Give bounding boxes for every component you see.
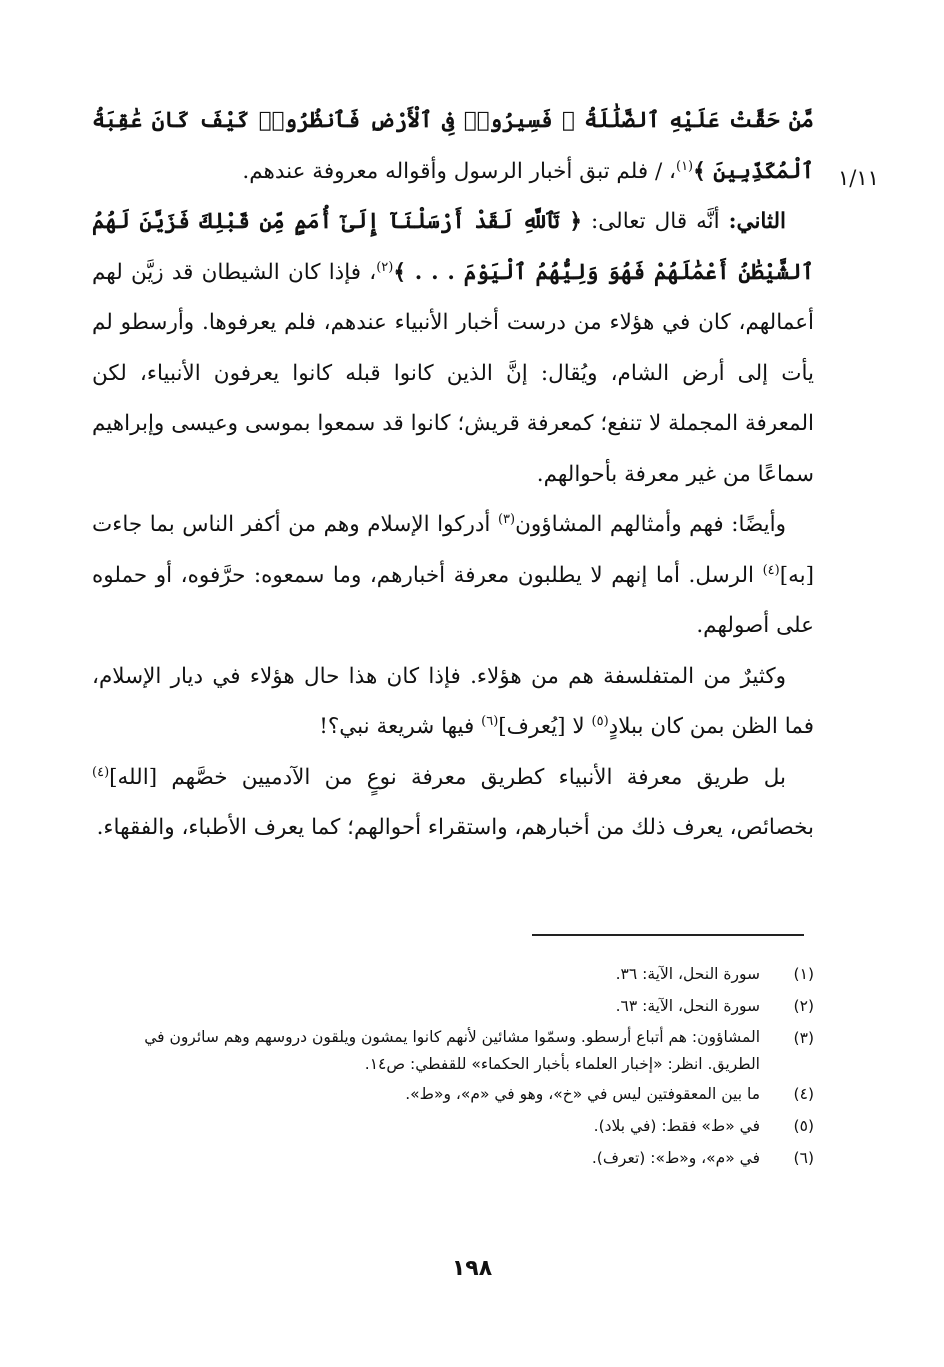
text-run: وأيضًا: فهم وأمثالهم المشاؤون xyxy=(515,512,786,537)
footnote xyxy=(92,1142,814,1174)
footnote-marker: (٥) xyxy=(591,713,609,729)
footnote xyxy=(92,990,814,1022)
paragraph-lead: الثاني: xyxy=(728,209,786,234)
footnote-marker: (٦) xyxy=(481,713,499,729)
footnote-marker: (٤) xyxy=(92,764,110,780)
footnote-number: (٥) xyxy=(793,1117,814,1135)
paragraph xyxy=(92,500,814,652)
main-text xyxy=(92,96,814,854)
footnote-separator xyxy=(532,934,804,936)
text-run: الرسل. أما إنهم لا يطلبون معرفة أخبارهم، وما سمعوه: حرَّفوه، أو حملوه على أصولهم. xyxy=(92,562,814,638)
text-run: فيها شريعة نبي؟! xyxy=(319,714,482,739)
text-run: ، / فلم تبق أخبار الرسول وأقواله معروفة عندهم. xyxy=(242,158,676,184)
margin-reference: ١/١١ xyxy=(838,166,879,190)
footnotes xyxy=(92,958,814,1174)
footnote-text: المشاؤون: هم أتباع أرسطو. وسمّوا مشائين لأنهم كانوا يمشون ويلقون دروسهم وهم سائرون في الطريق. انظر: «إخبار العلماء بأخبار الحكماء» للقفطي: ص١٤. xyxy=(144,1028,760,1073)
paragraph xyxy=(92,652,814,753)
footnote-text: في «ط» فقط: (في بلاد). xyxy=(593,1117,760,1135)
page-number: ١٩٨ xyxy=(451,1256,493,1281)
text-run: ، فإذا كان الشيطان قد زيَّن لهم أعمالهم، كان في هؤلاء من درست أخبار الأنبياء عندهم، فلم يعرفوها. وأرسطو لم يأت إلى أرض الشام، ويُقال: إنَّ الذين كانوا قبله كانوا يعرفون الأنبياء، لكن المعرفة المجملة لا تنفع؛ كمعرفة قريش؛ كانوا قد سمعوا بموسى وعيسى وإبراهيم سماعًا من غير معرفة بأحوالهم. xyxy=(92,259,814,487)
footnote xyxy=(92,958,814,990)
footnote-marker: (١) xyxy=(675,158,694,174)
paragraph xyxy=(92,96,814,197)
paragraph xyxy=(92,753,814,854)
footnote xyxy=(92,1078,814,1110)
quran-verse: مَّنْ حَقَّتْ عَلَيْهِ ٱلضَّلَٰلَةُ ۚ فَسِيرُوا۟ فِى ٱلْأَرْضِ فَٱنظُرُوا۟ كَيْفَ كَانَ عَٰقِبَةُ ٱلْمُكَذِّبِينَ ﴾ xyxy=(92,108,814,184)
footnote-number: (٤) xyxy=(793,1085,814,1103)
footnote xyxy=(92,1022,814,1078)
footnote-number: (٣) xyxy=(793,1029,814,1047)
text-run: بل طريق معرفة الأنبياء كطريق معرفة نوعٍ من الآدميين خصَّهم [الله] xyxy=(109,764,786,790)
footnote-text: في «م»، و«ط»: (تعرف). xyxy=(591,1149,760,1167)
text-run: لا [يُعرف] xyxy=(498,714,592,739)
footnote-marker: (٤) xyxy=(762,562,780,578)
footnote-text: ما بين المعقوفتين ليس في «خ»، وهو في «م»، و«ط». xyxy=(405,1085,760,1103)
footnote-number: (٦) xyxy=(793,1149,814,1167)
text-run: أنَّه قال تعالى: xyxy=(582,209,729,234)
footnote-text: سورة النحل، الآية: ٦٣. xyxy=(615,997,760,1015)
footnote-marker: (٣) xyxy=(497,511,516,527)
footnote-marker: (٢) xyxy=(376,259,394,275)
paragraph xyxy=(92,197,814,500)
footnote xyxy=(92,1110,814,1142)
footnote-number: (١) xyxy=(793,965,814,983)
footnote-number: (٢) xyxy=(793,997,814,1015)
text-run: وكثيرٌ من المتفلسفة هم من هؤلاء. فإذا كان هذا حال هؤلاء في ديار الإسلام، فما الظن بمن كان ببلادٍ xyxy=(92,663,814,739)
footnote-text: سورة النحل، الآية: ٣٦. xyxy=(615,965,760,983)
quran-verse: ﴿ تَٱللَّهِ لَقَدْ أَرْسَلْنَآ إِلَىٰٓ أُمَمٍ مِّن قَبْلِكَ فَزَيَّنَ لَهُمُ ٱلشَّيْطَٰنُ أَعْمَٰلَهُمْ فَهُوَ وَلِيُّهُمُ ٱلْيَوْمَ . . . ﴾ xyxy=(92,209,814,285)
text-run: بخصائص، يعرف ذلك من أخبارهم، واستقراء أحوالهم؛ كما يعرف الأطباء، والفقهاء. xyxy=(96,815,814,840)
text-run: أدركوا الإسلام وهم من أكفر الناس بما جاءت [به] xyxy=(92,512,814,588)
